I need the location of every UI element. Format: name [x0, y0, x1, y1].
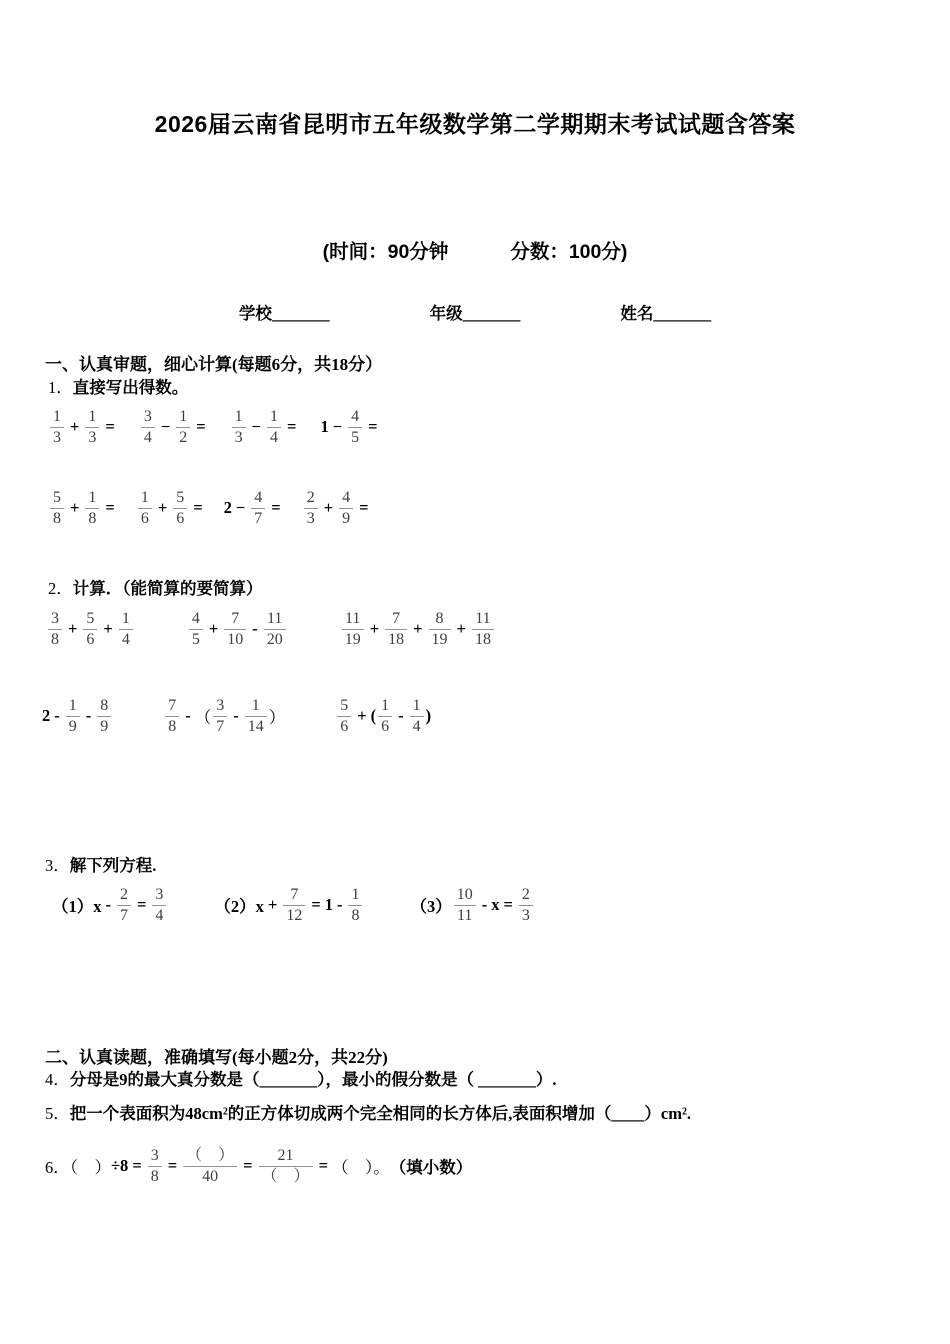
operator: + [267, 895, 278, 915]
fraction: $\frac{1}{6}$ [378, 697, 392, 736]
total-score-text: 分数：100分) [510, 241, 628, 263]
operator: - [252, 619, 258, 639]
fraction: $\frac{21}{( )}$ [259, 1147, 313, 1186]
fraction: $\frac{1}{8}$ [85, 489, 99, 528]
fraction: $\frac{4}{5}$ [348, 408, 362, 447]
equation [410, 886, 534, 925]
text-token: 1 [320, 417, 329, 437]
equation [214, 886, 364, 925]
operator: - [336, 895, 343, 915]
problem3-title [45, 852, 156, 876]
equation [52, 886, 168, 925]
school-blank: 学校_______ [238, 304, 330, 323]
problem1-row1 [48, 408, 382, 447]
math-expression [302, 489, 373, 528]
fraction: $\frac{3}{4}$ [141, 408, 155, 447]
fraction: $\frac{3}{8}$ [48, 610, 62, 649]
operator: = [359, 498, 369, 518]
fraction: $\frac{8}{9}$ [97, 697, 111, 736]
section1-header: 一、认真审题，细心计算(每题6分，共18分） [45, 355, 383, 374]
math-expression [46, 610, 135, 649]
text-token: x [491, 895, 500, 915]
fraction: $\frac{1}{3}$ [232, 408, 246, 447]
fraction: $\frac{1}{4}$ [119, 610, 133, 649]
text-token: 6．（ ） [45, 1158, 111, 1178]
math-expression [335, 697, 431, 736]
problem1-title [48, 374, 188, 398]
operator: + [157, 498, 168, 518]
text-token: 解下列方程. [69, 856, 157, 875]
math-expression [163, 697, 285, 736]
operator: = [503, 895, 513, 915]
math-expression [136, 489, 207, 528]
text-token: 1． [48, 378, 73, 397]
operator: - [185, 706, 191, 726]
fraction: $\frac{2}{3}$ [519, 886, 533, 925]
fraction: $\frac{( )}{40}$ [183, 1147, 237, 1186]
problem3-equations [52, 886, 535, 925]
fraction: $\frac{4}{9}$ [339, 489, 353, 528]
operator: - [233, 706, 239, 726]
operator: − [251, 417, 262, 437]
math-expression [187, 610, 288, 649]
operator: = [132, 1156, 142, 1176]
operator: − [332, 417, 343, 437]
fraction: $\frac{1}{3}$ [50, 408, 64, 447]
math-expression [224, 489, 285, 528]
text-token: ÷8 [111, 1156, 129, 1176]
fraction: $\frac{3}{7}$ [213, 697, 227, 736]
operator: = [287, 417, 297, 437]
fraction: $\frac{1}{2}$ [176, 408, 190, 447]
fraction: $\frac{1}{6}$ [138, 489, 152, 528]
grade-blank: 年级_______ [429, 304, 521, 323]
operator: + [456, 619, 466, 639]
operator: = [105, 417, 115, 437]
text-token: 1 [324, 895, 333, 915]
operator: - [398, 706, 404, 726]
problem2-row2 [42, 697, 431, 736]
operator: = [105, 498, 115, 518]
math-expression [320, 408, 381, 447]
text-token: （2）x [214, 897, 264, 917]
text-token: 4． [45, 1070, 70, 1089]
fraction: $\frac{1}{4}$ [267, 408, 281, 447]
math-expression [340, 610, 496, 649]
fraction: $\frac{1}{3}$ [85, 408, 99, 447]
fraction: $\frac{2}{7}$ [117, 886, 131, 925]
fraction: $\frac{11}{19}$ [342, 610, 364, 649]
fraction: $\frac{7}{10}$ [224, 610, 246, 649]
operator: + [323, 498, 334, 518]
fraction: $\frac{3}{8}$ [148, 1147, 162, 1186]
text-token: （ ）。 [331, 1158, 390, 1178]
operator: - [54, 706, 60, 726]
fraction: $\frac{1}{9}$ [66, 697, 80, 736]
text-token: 5． [45, 1104, 70, 1123]
text-token: 3． [45, 856, 70, 875]
fraction: $\frac{1}{8}$ [348, 886, 362, 925]
text-token: ( [370, 706, 377, 726]
operator: - [105, 895, 111, 915]
fraction: $\frac{1}{14}$ [245, 697, 267, 736]
fraction: $\frac{10}{11}$ [454, 886, 476, 925]
text-token: （填小数） [389, 1158, 473, 1178]
operator: + [68, 619, 78, 639]
fraction: $\frac{7}{8}$ [165, 697, 179, 736]
problem5-line [45, 1100, 691, 1124]
problem2-title [48, 575, 263, 599]
text-token: ） [268, 708, 286, 728]
fraction: $\frac{3}{4}$ [152, 886, 166, 925]
operator: + [413, 619, 423, 639]
section2-header: 二、认真读题，准确填写(每小题2分，共22分) [45, 1048, 388, 1067]
fraction: $\frac{5}{6}$ [337, 697, 351, 736]
operator: = [311, 895, 321, 915]
problem4-line [45, 1066, 557, 1090]
text-token: 2 [223, 498, 232, 518]
fraction: $\frac{8}{19}$ [429, 610, 451, 649]
operator: + [70, 417, 80, 437]
page-title: 2026届云南省昆明市五年级数学第二学期期末考试试题含答案 [154, 111, 796, 137]
text-token: （1）x [52, 897, 102, 917]
name-blank: 姓名_______ [620, 304, 712, 323]
problem1-row2 [48, 489, 373, 528]
operator: − [160, 417, 171, 437]
exam-meta-line [0, 236, 950, 264]
operator: − [235, 498, 246, 518]
operator: + [103, 619, 113, 639]
operator: + [70, 498, 80, 518]
math-expression [230, 408, 301, 447]
text-token: ) [425, 706, 432, 726]
problem6-line [45, 1147, 472, 1186]
student-info-line [0, 300, 950, 324]
fraction: $\frac{5}{6}$ [83, 610, 97, 649]
operator: = [167, 1156, 178, 1176]
fraction: $\frac{5}{8}$ [50, 489, 64, 528]
operator: = [196, 417, 206, 437]
math-expression [48, 489, 119, 528]
math-expression [48, 408, 119, 447]
fraction: $\frac{1}{4}$ [410, 697, 424, 736]
time-limit-text: (时间：90分钟 [322, 241, 449, 263]
operator: = [368, 417, 378, 437]
text-token: （3） [410, 897, 452, 917]
operator: = [137, 895, 147, 915]
fraction: $\frac{7}{12}$ [283, 886, 305, 925]
operator: - [481, 895, 488, 915]
text-token: 分母是9的最大真分数是（_______），最小的假分数是（ _______）. [69, 1070, 557, 1089]
math-expression [42, 697, 113, 736]
fraction: $\frac{11}{20}$ [264, 610, 286, 649]
text-token: 直接写出得数。 [72, 378, 189, 397]
operator: + [357, 706, 367, 726]
operator: + [208, 619, 219, 639]
text-token: 计算．（能简算的要简算） [72, 579, 263, 598]
operator: = [193, 498, 203, 518]
operator: - [85, 706, 92, 726]
operator: + [369, 619, 380, 639]
text-token: 2． [48, 579, 73, 598]
problem2-row1 [46, 610, 496, 649]
fraction: $\frac{4}{5}$ [189, 610, 203, 649]
text-token: 把一个表面积为48cm²的正方体切成两个完全相同的长方体后,表面积增加（____）cm². [69, 1104, 692, 1123]
fraction: $\frac{7}{18}$ [385, 610, 407, 649]
fraction: $\frac{11}{18}$ [472, 610, 494, 649]
operator: = [318, 1156, 328, 1176]
fraction: $\frac{5}{6}$ [173, 489, 187, 528]
text-token: （ [194, 708, 212, 728]
text-token: 2 [42, 706, 51, 726]
math-expression [139, 408, 210, 447]
operator: = [271, 498, 281, 518]
fraction: $\frac{2}{3}$ [304, 489, 318, 528]
fraction: $\frac{4}{7}$ [251, 489, 265, 528]
operator: = [243, 1156, 253, 1176]
